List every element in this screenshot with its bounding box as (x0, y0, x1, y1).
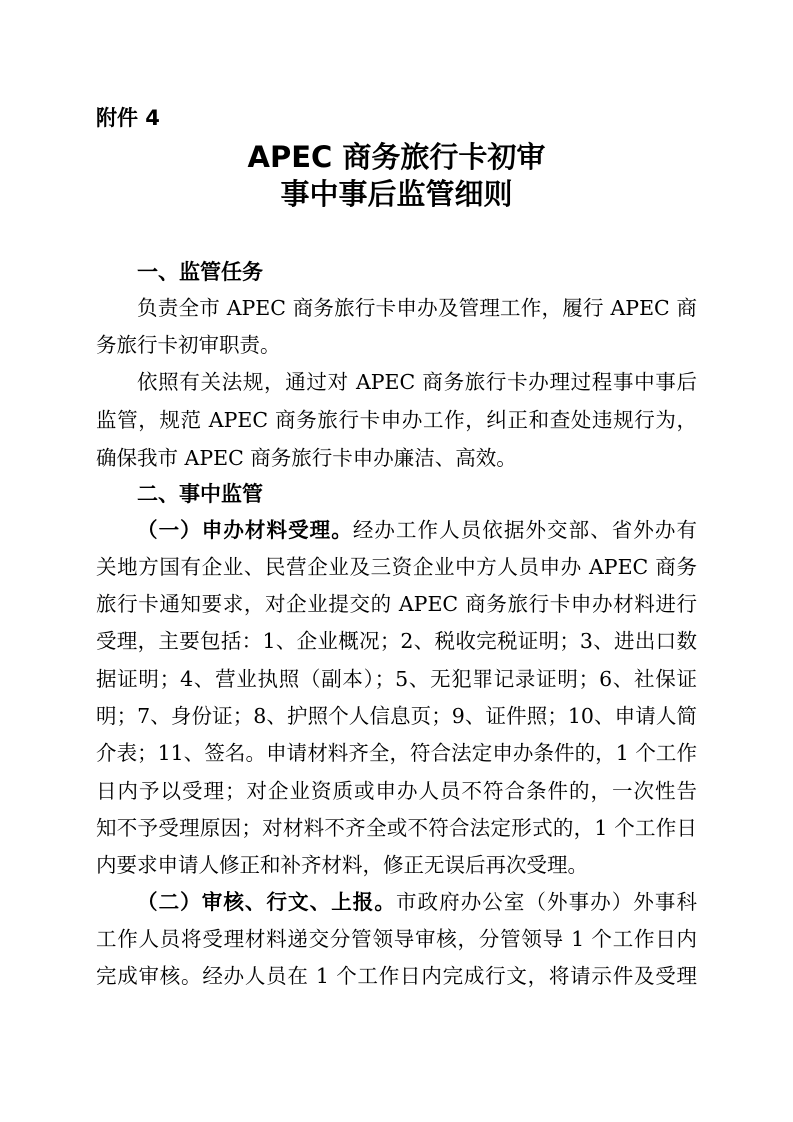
attachment-label: 附件 4 (96, 106, 160, 130)
item-2-first-text: 市政府办公室（外事办）外事科 (395, 890, 698, 914)
paragraph-line: 明；7、身份证；8、护照个人信息页；9、证件照；10、申请人简 (96, 704, 697, 728)
paragraph-line: 关地方国有企业、民营企业及三资企业中方人员申办 APEC 商务 (96, 555, 697, 579)
paragraph-line: 监管，规范 APEC 商务旅行卡申办工作，纠正和查处违规行为， (96, 408, 697, 432)
paragraph-line: 完成审核。经办人员在 1 个工作日内完成行文，将请示件及受理 (96, 964, 697, 988)
paragraph-line: 依照有关法规，通过对 APEC 商务旅行卡办理过程事中事后 (137, 370, 697, 394)
document-title-line-2: 事中事后监管细则 (280, 177, 513, 211)
item-1-title: （一）申办材料受理。 (137, 518, 353, 542)
item-2-title: （二）审核、行文、上报。 (137, 890, 396, 914)
item-1-first-line (137, 515, 697, 545)
paragraph-line: 确保我市 APEC 商务旅行卡申办廉洁、高效。 (96, 446, 517, 470)
document-title-line-1: APEC 商务旅行卡初审 (247, 140, 546, 174)
paragraph-line: 受理，主要包括：1、企业概况；2、税收完税证明；3、进出口数 (96, 629, 697, 653)
paragraph-line: 日内予以受理；对企业资质或申办人员不符合条件的，一次性告 (96, 779, 697, 803)
paragraph-line: 内要求申请人修正和补齐材料，修正无误后再次受理。 (96, 853, 588, 877)
paragraph-line: 务旅行卡初审职责。 (96, 333, 281, 357)
paragraph-line: 介表；11、签名。申请材料齐全，符合法定申办条件的，1 个工作 (96, 741, 697, 765)
item-2-first-line (137, 887, 697, 917)
paragraph-line: 据证明；4、营业执照（副本）；5、无犯罪记录证明；6、社保证 (96, 667, 697, 691)
paragraph-line: 负责全市 APEC 商务旅行卡申办及管理工作，履行 APEC 商 (137, 296, 697, 320)
paragraph-line: 工作人员将受理材料递交分管领导审核，分管领导 1 个工作日内 (96, 927, 697, 951)
paragraph-line: 知不予受理原因；对材料不齐全或不符合法定形式的，1 个工作日 (96, 816, 697, 840)
section-heading-2: 二、事中监管 (137, 482, 263, 506)
section-heading-1: 一、监管任务 (137, 260, 263, 284)
paragraph-line: 旅行卡通知要求，对企业提交的 APEC 商务旅行卡申办材料进行 (96, 592, 697, 616)
item-1-first-text: 经办工作人员依据外交部、省外办有 (352, 518, 698, 542)
